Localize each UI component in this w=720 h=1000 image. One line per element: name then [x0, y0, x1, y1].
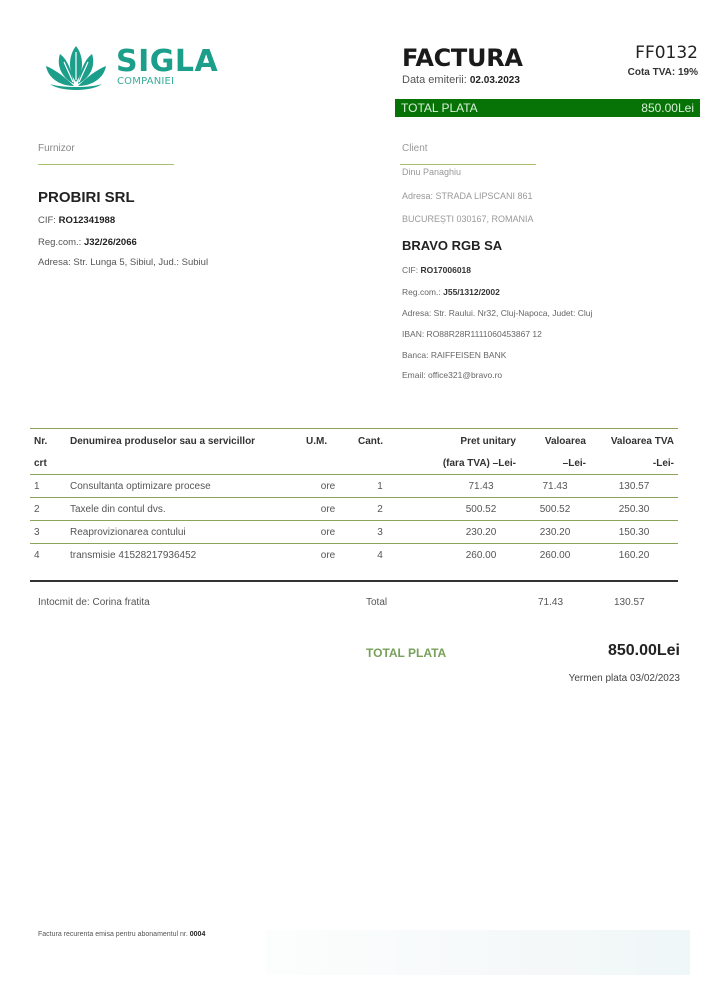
supplier-divider	[38, 164, 174, 165]
client-contact: Dinu Panaghiu	[402, 167, 462, 177]
row-qty: 1	[377, 480, 383, 492]
items-table	[30, 430, 678, 566]
row-qty: 2	[377, 503, 383, 515]
header-value-2: –Lei-	[562, 457, 586, 469]
header-value: Valoarea	[544, 435, 586, 447]
logo-subtitle: COMPANIEI	[117, 76, 175, 87]
client-email: Email: office321@bravo.ro	[402, 370, 503, 380]
row-um: ore	[320, 480, 336, 492]
table-top-rule	[30, 428, 678, 429]
client-cif	[402, 265, 471, 275]
row-value: 500.52	[539, 503, 571, 515]
header-vat: Valoarea TVA	[610, 435, 674, 447]
grand-total-value: 850.00Lei	[607, 642, 680, 659]
supplier-address: Adresa: Str. Lunga 5, Sibiul, Jud.: Subiul	[38, 257, 209, 268]
row-nr: 3	[34, 526, 40, 538]
table-row	[30, 498, 678, 521]
total-bar-value: 850.00Lei	[641, 101, 694, 115]
header-price: Pret unitary	[460, 435, 516, 447]
client-cif-value: RO17006018	[420, 265, 472, 275]
total-value: 71.43	[538, 597, 564, 608]
row-vat: 160.20	[618, 549, 650, 561]
recurring-note-text: Factura recurenta emisa pentru abonamentul nr.	[38, 931, 188, 938]
row-price: 260.00	[465, 549, 497, 561]
client-cif-label: CIF:	[402, 265, 419, 275]
row-nr: 1	[34, 480, 40, 492]
row-nr: 2	[34, 503, 40, 515]
header-nr-2: crt	[34, 457, 47, 469]
row-um: ore	[320, 526, 336, 538]
row-vat: 150.30	[618, 526, 650, 538]
issue-date-label: Data emiterii:	[402, 74, 467, 86]
table-row	[30, 544, 678, 567]
table-bottom-rule	[30, 580, 678, 582]
header-name: Denumirea produselor sau a servicillor	[70, 435, 256, 447]
row-um: ore	[320, 549, 336, 561]
table-row	[30, 475, 678, 498]
row-value: 230.20	[539, 526, 571, 538]
client-address-line1: Adresa: STRADA LIPSCANI 861	[402, 191, 533, 201]
total-bar-label: TOTAL PLATA	[401, 101, 478, 115]
invoice-title: FACTURA	[402, 44, 523, 72]
row-um: ore	[320, 503, 336, 515]
row-name: transmisie 41528217936452	[70, 549, 197, 561]
row-value: 260.00	[539, 549, 571, 561]
supplier-reg	[38, 237, 137, 248]
row-name: Taxele din contul dvs.	[70, 503, 166, 515]
row-qty: 4	[377, 549, 383, 561]
issue-date	[402, 74, 520, 86]
supplier-reg-value: J32/26/2066	[83, 237, 137, 248]
header-qty: Cant.	[358, 435, 383, 447]
total-vat: 130.57	[614, 597, 645, 608]
table-row	[30, 521, 678, 544]
grand-total-label: TOTAL PLATA	[366, 646, 447, 660]
row-nr: 4	[34, 549, 40, 561]
header-um: U.M.	[306, 435, 328, 447]
company-logo	[40, 42, 219, 94]
payment-due: Yermen plata 03/02/2023	[568, 673, 680, 684]
supplier-name: PROBIRI SRL	[38, 189, 135, 206]
header-nr: Nr.	[34, 435, 48, 447]
client-bank: Banca: RAIFFEISEN BANK	[402, 350, 507, 360]
invoice-number: FF0132	[635, 43, 698, 63]
row-name: Consultanta optimizare procese	[70, 480, 211, 492]
client-reg-label: Reg.com.:	[402, 287, 441, 297]
supplier-section-label: Furnizor	[38, 143, 75, 154]
logo-name: SIGLA	[116, 44, 219, 79]
client-iban: IBAN: RO88R28R1111060453867 12	[402, 329, 542, 339]
row-price: 71.43	[468, 480, 494, 492]
client-reg-value: J55/1312/2002	[443, 287, 500, 297]
total-label: Total	[366, 597, 388, 608]
faded-watermark	[265, 930, 690, 975]
subscription-number: 0004	[189, 931, 206, 938]
issue-date-value: 02.03.2023	[469, 75, 520, 86]
supplier-cif	[38, 215, 115, 226]
supplier-cif-label: CIF:	[38, 215, 56, 226]
row-price: 230.20	[465, 526, 497, 538]
total-bar	[395, 99, 700, 117]
row-qty: 3	[377, 526, 383, 538]
table-header-row-2	[30, 452, 678, 475]
row-vat: 130.57	[618, 480, 650, 492]
client-address: Adresa: Str. Raului. Nr32, Cluj-Napoca, Judet: Cluj	[402, 308, 593, 318]
client-address-line2: BUCUREȘTI 030167, ROMANIA	[402, 214, 534, 224]
header-vat-2: -Lei-	[652, 457, 674, 469]
recurring-note	[38, 931, 205, 938]
prepared-by: Intocmit de: Corina fratita	[38, 597, 150, 608]
row-price: 500.52	[465, 503, 497, 515]
row-value: 71.43	[542, 480, 568, 492]
table-header-row	[30, 430, 678, 452]
supplier-reg-label: Reg.com.:	[38, 237, 82, 248]
client-reg	[402, 287, 500, 297]
client-section-label: Client	[402, 143, 428, 154]
client-divider	[400, 164, 536, 165]
row-vat: 250.30	[618, 503, 650, 515]
supplier-cif-value: RO12341988	[58, 215, 116, 226]
lotus-icon	[40, 42, 112, 94]
row-name: Reaprovizionarea contului	[70, 526, 186, 538]
vat-rate: Cota TVA: 19%	[627, 67, 698, 78]
client-company: BRAVO RGB SA	[402, 238, 503, 253]
header-price-2: (fara TVA) –Lei-	[442, 457, 516, 469]
